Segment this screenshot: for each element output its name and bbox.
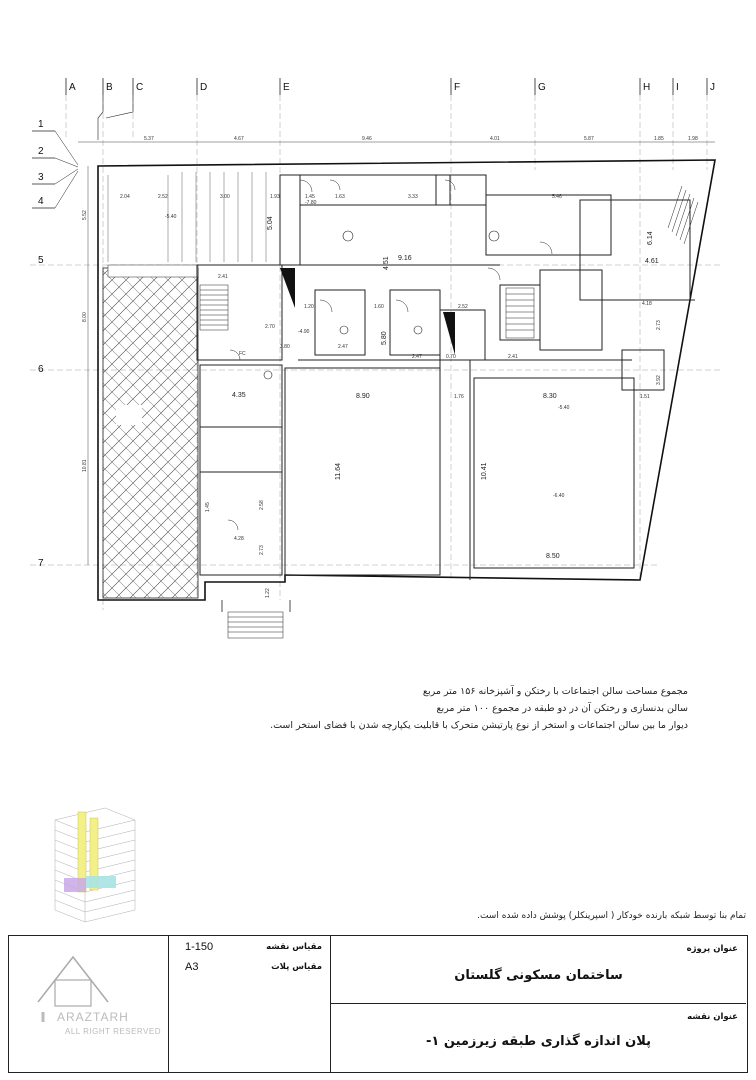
project-cell — [331, 936, 746, 1004]
svg-text:D: D — [200, 82, 208, 93]
svg-text:5.04: 5.04 — [267, 216, 274, 230]
svg-text:2.73: 2.73 — [259, 545, 265, 555]
column-grid — [66, 78, 715, 95]
svg-text:2.52: 2.52 — [458, 304, 468, 310]
grid-row-6 — [38, 364, 44, 375]
grid-col-a — [66, 78, 76, 95]
svg-text:10.81: 10.81 — [82, 459, 88, 472]
plot-scale-label: مقیاس پلات — [271, 962, 322, 972]
drawing-label: عنوان نقشه — [687, 1012, 738, 1022]
title-block — [8, 935, 748, 1073]
svg-text:1.20: 1.20 — [304, 304, 314, 310]
top-dimension-chain — [78, 136, 715, 142]
level-markers — [165, 200, 570, 499]
svg-text:B: B — [106, 82, 113, 93]
svg-text:E: E — [283, 82, 290, 93]
svg-text:4.28: 4.28 — [234, 536, 244, 542]
svg-text:3.00: 3.00 — [220, 194, 230, 200]
svg-text:-7.80: -7.80 — [305, 200, 317, 206]
logo-cell — [9, 936, 169, 1072]
grid-row-7 — [38, 558, 44, 569]
row-grid — [32, 119, 78, 569]
logo-subtext: ALL RIGHT RESERVED — [65, 1027, 161, 1036]
svg-text:2.47: 2.47 — [338, 344, 348, 350]
grid-row-5 — [38, 255, 44, 266]
plan-notes — [240, 683, 688, 734]
svg-text:FC: FC — [239, 351, 246, 357]
grid-col-b — [103, 78, 113, 95]
svg-text:5: 5 — [38, 255, 44, 266]
project-label: عنوان پروژه — [686, 944, 738, 954]
svg-text:3.80: 3.80 — [280, 344, 290, 350]
svg-text:1.98: 1.98 — [688, 136, 698, 142]
grid-row-2 — [32, 146, 78, 167]
svg-text:11.64: 11.64 — [335, 463, 342, 480]
svg-text:-4.90: -4.90 — [298, 329, 310, 335]
svg-text:1.51: 1.51 — [640, 394, 650, 400]
svg-text:2: 2 — [38, 146, 44, 157]
grid-col-j — [707, 78, 715, 95]
svg-text:9.16: 9.16 — [398, 255, 412, 262]
svg-text:2.47: 2.47 — [412, 354, 422, 360]
drawing-cell — [331, 1004, 746, 1072]
svg-text:2.41: 2.41 — [508, 354, 518, 360]
logo-text: ARAZTARH — [57, 1010, 129, 1024]
svg-text:I: I — [676, 82, 679, 93]
svg-text:2.04: 2.04 — [120, 194, 130, 200]
grid-col-g — [535, 78, 546, 95]
svg-text:4.61: 4.61 — [645, 258, 659, 265]
svg-text:4.35: 4.35 — [232, 392, 246, 399]
svg-text:G: G — [538, 82, 546, 93]
svg-text:4.01: 4.01 — [490, 136, 500, 142]
svg-text:2.52: 2.52 — [158, 194, 168, 200]
grid-col-h — [640, 78, 650, 95]
interior-walls — [197, 175, 695, 580]
scale-label: مقیاس نقشه — [266, 942, 322, 952]
left-dimension-chain — [82, 166, 88, 565]
svg-text:4.67: 4.67 — [234, 136, 244, 142]
plot-scale-value: A3 — [185, 961, 199, 973]
grid-col-i — [673, 78, 679, 95]
svg-text:1.45: 1.45 — [305, 194, 315, 200]
svg-text:-6.40: -6.40 — [553, 493, 565, 499]
svg-text:3: 3 — [38, 172, 44, 183]
svg-text:5.52: 5.52 — [82, 210, 88, 220]
svg-text:5.37: 5.37 — [144, 136, 154, 142]
building-3d-thumbnail — [40, 800, 150, 928]
svg-text:-5.40: -5.40 — [558, 405, 570, 411]
svg-text:2.41: 2.41 — [218, 274, 228, 280]
svg-text:1.22: 1.22 — [265, 588, 271, 598]
sprinkler-note: تمام بنا توسط شبکه بارنده خودکار ( اسپرینکلر) پوشش داده شده است. — [477, 911, 746, 921]
parking-stripes — [108, 172, 266, 262]
stairs — [200, 186, 698, 638]
svg-text:8.90: 8.90 — [356, 393, 370, 400]
svg-text:7: 7 — [38, 558, 44, 569]
svg-text:9.46: 9.46 — [362, 136, 372, 142]
note-line-3: دیوار ما بین سالن اجتماعات و استخر از نوع پارتیشن متحرک با قابلیت یکپارچه شدن با فضای استخر است. — [270, 720, 688, 731]
svg-text:2.58: 2.58 — [259, 500, 265, 510]
svg-text:2.73: 2.73 — [656, 320, 662, 330]
svg-text:-5.40: -5.40 — [165, 214, 177, 220]
grid-col-e — [280, 78, 290, 95]
svg-text:J: J — [710, 82, 715, 93]
svg-text:F: F — [454, 82, 461, 93]
svg-text:6.14: 6.14 — [647, 231, 654, 245]
note-line-1: مجموع مساحت سالن اجتماعات با رختکن و آشپزخانه ۱۵۶ متر مربع — [422, 686, 688, 697]
svg-text:8.30: 8.30 — [543, 393, 557, 400]
svg-text:4.51: 4.51 — [383, 256, 390, 270]
scale-value: 1-150 — [185, 941, 214, 953]
svg-text:4.18: 4.18 — [642, 301, 652, 307]
drawing-name: پلان اندازه گذاری طبقه زیرزمین ۱- — [426, 1034, 651, 1049]
grid-col-c — [133, 78, 143, 95]
svg-text:1.45: 1.45 — [205, 502, 211, 512]
svg-text:1.85: 1.85 — [654, 136, 664, 142]
svg-text:8.50: 8.50 — [546, 553, 560, 560]
svg-text:1.60: 1.60 — [374, 304, 384, 310]
svg-text:6: 6 — [38, 364, 44, 375]
svg-text:4: 4 — [38, 196, 44, 207]
svg-text:C: C — [136, 82, 144, 93]
svg-text:3.33: 3.33 — [408, 194, 418, 200]
grid-col-f — [451, 78, 460, 95]
svg-text:5.87: 5.87 — [584, 136, 594, 142]
svg-text:2.70: 2.70 — [265, 324, 275, 330]
note-line-2: سالن بدنسازی و رختکن آن در دو طبقه در مجموع ۱۰۰ متر مربع — [436, 703, 688, 714]
svg-text:3.92: 3.92 — [656, 375, 662, 385]
svg-text:A: A — [69, 82, 76, 93]
svg-text:H: H — [643, 82, 651, 93]
svg-text:1.63: 1.63 — [335, 194, 345, 200]
svg-text:1.76: 1.76 — [454, 394, 464, 400]
svg-text:5.80: 5.80 — [381, 331, 388, 345]
svg-text:8.00: 8.00 — [82, 312, 88, 322]
svg-text:0.70: 0.70 — [446, 354, 456, 360]
svg-text:1: 1 — [38, 119, 44, 130]
svg-text:1.93: 1.93 — [270, 194, 280, 200]
svg-text:5.46: 5.46 — [552, 194, 562, 200]
svg-text:10.41: 10.41 — [481, 462, 488, 480]
grid-col-d — [197, 78, 207, 95]
project-name: ساختمان مسکونی گلستان — [454, 968, 623, 983]
scale-cell — [169, 936, 331, 1072]
